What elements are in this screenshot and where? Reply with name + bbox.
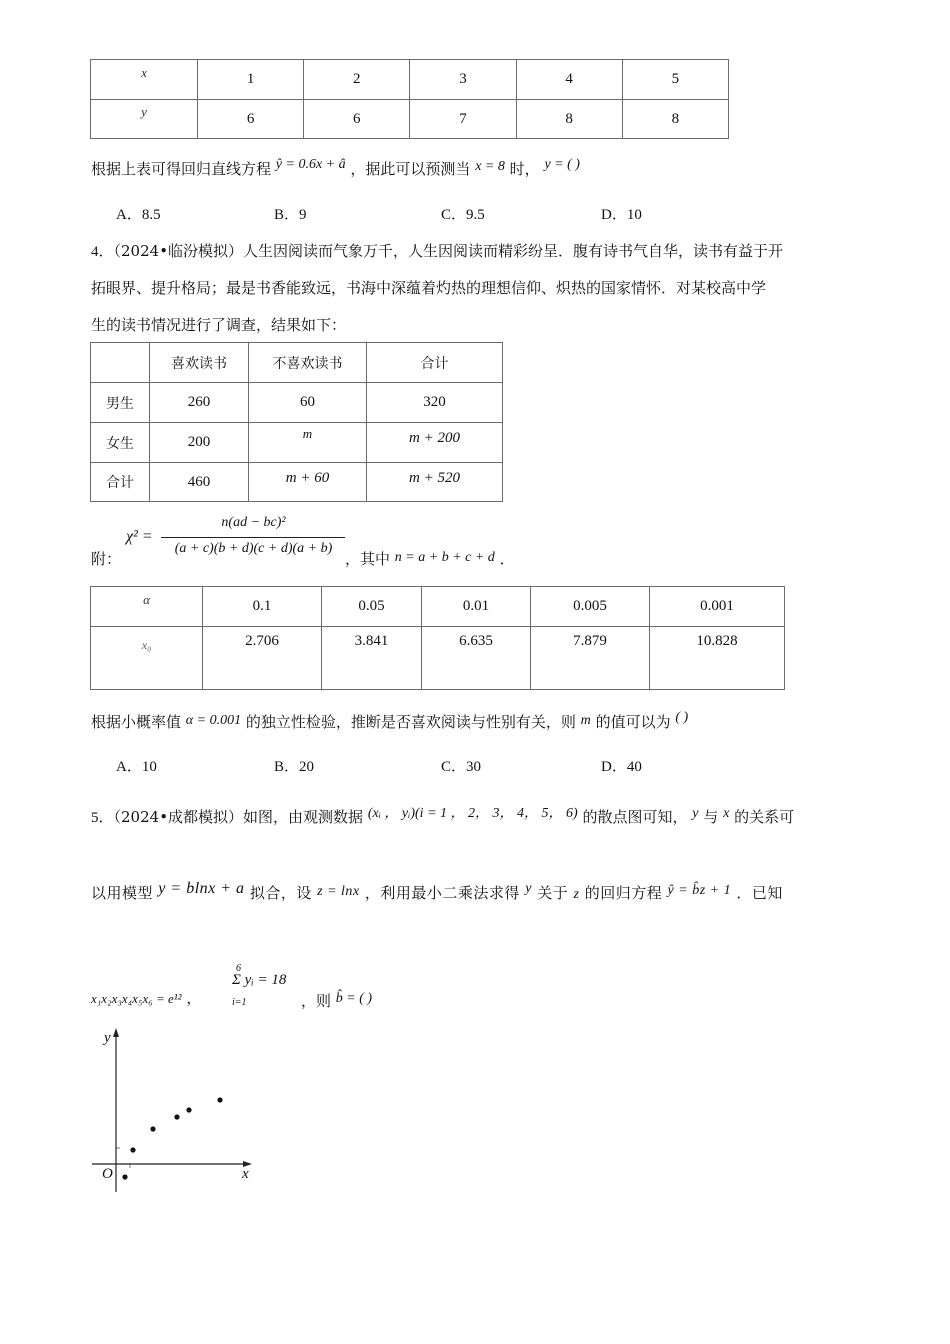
contingency-row-male: 男生 260 60 320 — [91, 383, 503, 423]
q4-stem-line2: 拓眼界、提升格局；最是书香能致远，书海中深蕴着灼热的理想信仰、炽热的国家情怀．对某校高中学 — [91, 279, 767, 297]
y-axis-arrow — [113, 1028, 119, 1037]
answer-blank: y = ( ) — [544, 157, 580, 172]
contingency-row-total: 合计 460 m + 60 m + 520 — [91, 463, 503, 502]
x-equals-8: x = 8 — [475, 159, 505, 174]
product-expression: x₁x₂x₃x₄x₅x₆ = e¹² — [91, 991, 182, 1006]
q5-stem-line2: 以用模型 y = blnx + a 拟合，设 z = lnx ，利用最小二乘法求得 y 关于 z 的回归方程 ŷ = b̂z + 1 ．已知 — [91, 880, 783, 902]
q3-option-c[interactable]: C．9.5 — [441, 207, 485, 223]
alpha-header: α — [143, 591, 150, 607]
q4-option-c[interactable]: C．30 — [441, 759, 482, 775]
data-point — [150, 1126, 155, 1131]
y-cell: 8 — [622, 100, 728, 139]
regression-equation: ŷ = 0.6x + â — [275, 157, 346, 172]
q4-question: 根据小概率值 α = 0.001 的独立性检验，推断是否喜欢阅读与性别有关，则 m 的值可以为 ( ) — [91, 710, 689, 731]
y-cell: 8 — [516, 100, 622, 139]
origin-label: O — [102, 1166, 113, 1182]
q3-option-a[interactable]: A．8.5 — [116, 207, 161, 223]
q3-option-d[interactable]: D．10 — [601, 207, 642, 223]
fraction-bar — [161, 537, 345, 538]
z-definition: z = lnx — [317, 884, 360, 899]
x-header: x — [141, 64, 147, 80]
chi-denominator: (a + c)(b + d)(c + d)(a + b) — [174, 541, 333, 556]
q3-option-b[interactable]: B．9 — [274, 207, 307, 223]
contingency-table — [90, 342, 503, 502]
scatter-plot — [88, 1024, 268, 1196]
y-cell: 6 — [198, 100, 304, 139]
y-cell: 7 — [410, 100, 516, 139]
x-axis-label: x — [242, 1166, 249, 1182]
x0-header: x₀ — [141, 638, 152, 652]
data-pairs: (xᵢ ， yᵢ)(i = 1 ， 2， 3， 4， 5， 6) — [367, 806, 578, 821]
answer-blank: ( ) — [675, 710, 689, 725]
data-point — [174, 1114, 179, 1119]
regression-equation-z: ŷ = b̂z + 1 — [667, 883, 732, 898]
x-cell: 4 — [516, 60, 622, 100]
sum-expression: Σ yᵢ = 18 — [232, 972, 287, 988]
b-hat-blank: b̂ = ( ) — [335, 991, 373, 1006]
chi-square-lhs: χ² = — [126, 528, 153, 545]
alpha-value: α = 0.001 — [185, 713, 242, 728]
xy-row-y — [91, 100, 729, 139]
q3-stem: 根据上表可得回归直线方程 ŷ = 0.6x + â ，据此可以预测当 x = 8 时， y = ( ) — [91, 157, 580, 178]
x-cell: 1 — [198, 60, 304, 100]
y-cell: 6 — [304, 100, 410, 139]
contingency-header-row — [91, 343, 503, 383]
header-like-reading: 喜欢读书 — [150, 343, 249, 383]
xy-row-x — [91, 60, 729, 100]
q5-stem-line3: x₁x₂x₃x₄x₅x₆ = e¹² ， — [91, 989, 202, 1007]
q4-option-b[interactable]: B．20 — [274, 759, 315, 775]
y-header: y — [141, 104, 147, 119]
x-cell: 2 — [304, 60, 410, 100]
q5-stem-line1: 5．（2024•成都模拟）如图，由观测数据 (xᵢ ， yᵢ)(i = 1 ， 2， 3， 4， 5， 6) 的散点图可知， y 与 x 的关系可 — [91, 806, 795, 826]
q4-stem-line3: 生的读书情况进行了调查，结果如下： — [91, 316, 347, 334]
q5-source: （2024•成都模拟） — [113, 808, 244, 826]
q4-stem-line1: 4．（2024•临汾模拟）人生因阅读而气象万千，人生因阅读而精彩纷呈．腹有诗书气自华，读书有益于开 — [91, 242, 784, 260]
model-equation: y = blnx + a — [158, 880, 245, 897]
n-formula: n = a + b + c + d — [394, 550, 495, 565]
q5-number: 5． — [91, 810, 114, 826]
q4-source: （2024•临汾模拟） — [113, 242, 244, 260]
q4-number: 4． — [91, 244, 114, 260]
x-cell: 3 — [410, 60, 516, 100]
data-point — [217, 1097, 222, 1102]
q4-option-d[interactable]: D．40 — [601, 759, 642, 775]
appendix-label: 附： — [91, 550, 122, 568]
x0-row: x₀ 2.706 3.841 6.635 7.879 10.828 — [91, 627, 785, 690]
xy-table — [90, 59, 729, 139]
contingency-row-female: 女生 200 m m + 200 — [91, 423, 503, 463]
header-total: 合计 — [367, 343, 503, 383]
x-cell: 5 — [622, 60, 728, 100]
y-axis-label: y — [104, 1030, 111, 1046]
q4-option-a[interactable]: A．10 — [116, 759, 157, 775]
data-point — [122, 1174, 127, 1179]
data-point — [186, 1107, 191, 1112]
critical-value-table — [90, 586, 785, 690]
data-point — [130, 1147, 135, 1152]
header-dislike-reading: 不喜欢读书 — [249, 343, 367, 383]
alpha-row: α 0.1 0.05 0.01 0.005 0.001 — [91, 587, 785, 627]
chi-numerator: n(ad − bc)² — [221, 515, 286, 530]
